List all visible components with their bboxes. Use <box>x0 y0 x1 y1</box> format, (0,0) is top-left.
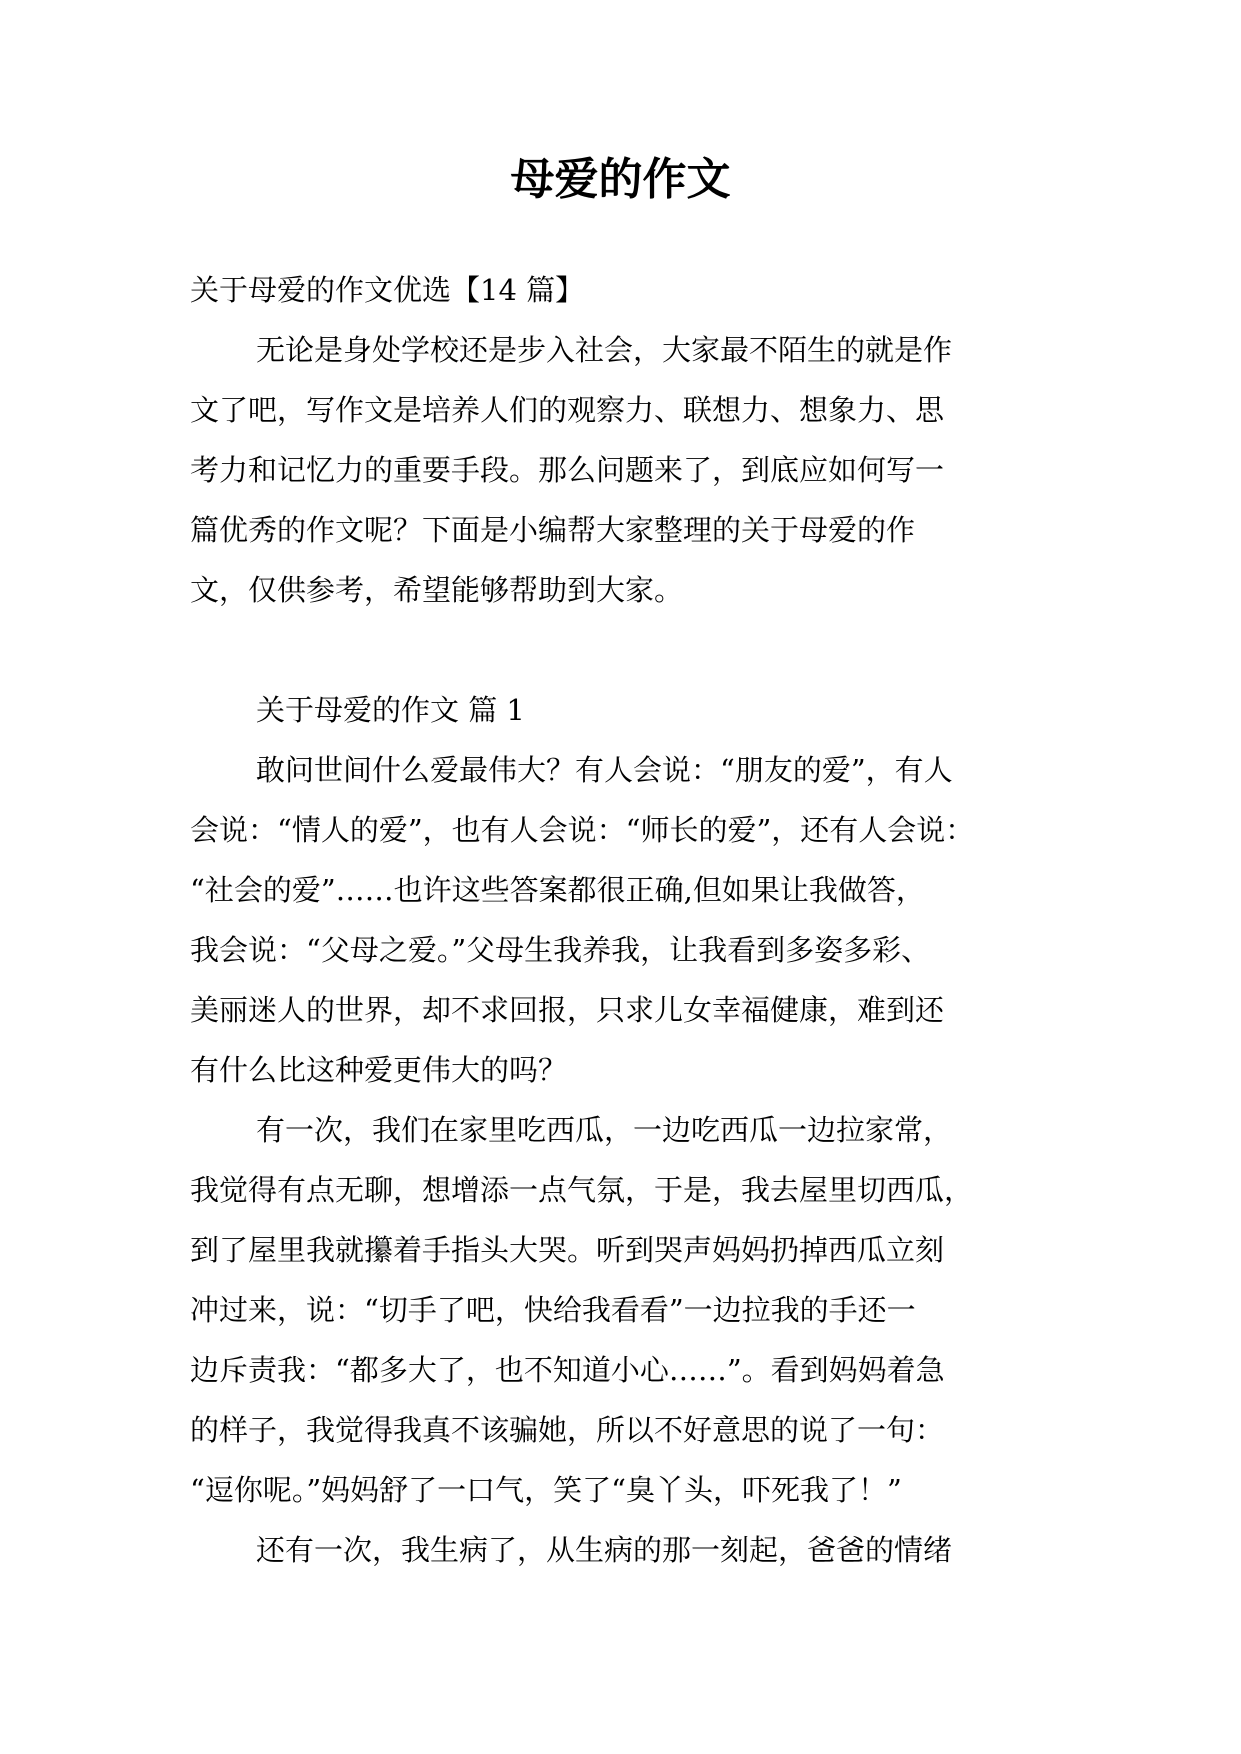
paragraph-line: 冲过来，说：“切手了吧，快给我看看”一边拉我的手还一 <box>190 1293 916 1327</box>
paragraph-line: 美丽迷人的世界，却不求回报，只求儿女幸福健康，难到还 <box>190 993 945 1027</box>
paragraph-line: 的样子，我觉得我真不该骗她，所以不好意思的说了一句： <box>190 1413 945 1447</box>
document-body <box>190 260 1060 1580</box>
paragraph-line: 敢问世间什么爱最伟大？有人会说：“朋友的爱”，有人 <box>256 753 953 787</box>
paragraph-line: 我会说：“父母之爱。”父母生我养我，让我看到多姿多彩、 <box>190 933 931 967</box>
paragraph-line: “社会的爱”……也许这些答案都很正确,但如果让我做答， <box>190 873 925 907</box>
paragraph-line: 到了屋里我就攥着手指头大哭。听到哭声妈妈扔掉西瓜立刻 <box>190 1233 945 1267</box>
document-title: 母爱的作文 <box>510 154 731 205</box>
paragraph-line: 会说：“情人的爱”，也有人会说：“师长的爱”，还有人会说： <box>190 813 975 847</box>
paragraph-line: 还有一次，我生病了，从生病的那一刻起，爸爸的情绪 <box>256 1533 953 1567</box>
paragraph-line: 有什么比这种爱更伟大的吗？ <box>190 1053 568 1087</box>
paragraph-line: 我觉得有点无聊，想增添一点气氛，于是，我去屋里切西瓜， <box>190 1173 974 1207</box>
paragraph-gap <box>190 620 1060 680</box>
paragraph-line: 边斥责我：“都多大了，也不知道小心……”。看到妈妈着急 <box>190 1353 945 1387</box>
intro-line: 文，仅供参考，希望能够帮助到大家。 <box>190 573 684 607</box>
intro-paragraph <box>190 320 1060 620</box>
paragraph-2 <box>190 1100 1060 1520</box>
intro-line: 篇优秀的作文呢？下面是小编帮大家整理的关于母爱的作 <box>190 513 916 547</box>
paragraph-line: “逗你呢。”妈妈舒了一口气，笑了“臭丫头，吓死我了！” <box>190 1473 902 1507</box>
intro-line: 考力和记忆力的重要手段。那么问题来了，到底应如何写一 <box>190 453 945 487</box>
paragraph-3 <box>190 1520 1060 1580</box>
document-subtitle: 关于母爱的作文优选【14 篇】 <box>190 273 585 307</box>
intro-line: 文了吧，写作文是培养人们的观察力、联想力、想象力、思 <box>190 393 945 427</box>
intro-line: 无论是身处学校还是步入社会，大家最不陌生的就是作 <box>256 333 953 367</box>
section-heading: 关于母爱的作文 篇 1 <box>256 693 525 727</box>
paragraph-1 <box>190 740 1060 1100</box>
paragraph-line: 有一次，我们在家里吃西瓜，一边吃西瓜一边拉家常， <box>256 1113 953 1147</box>
